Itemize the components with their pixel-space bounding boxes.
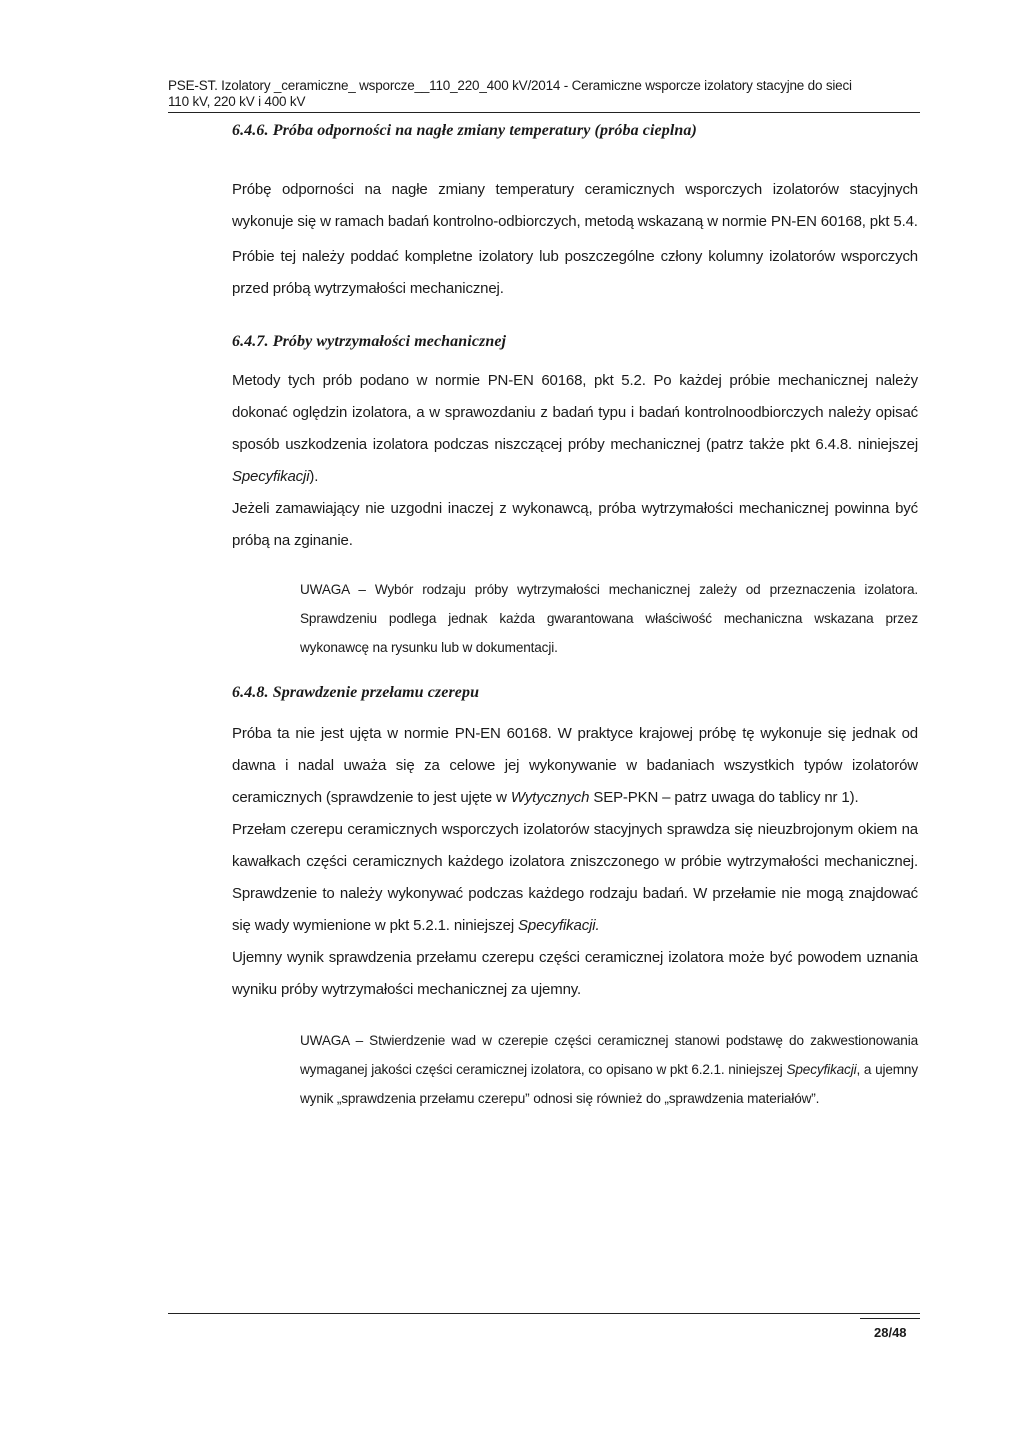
text-run: ).	[309, 468, 319, 485]
italic-reference: Specyfikacji	[786, 1062, 857, 1077]
text-run: SEP-PKN – patrz uwaga do tablicy nr 1).	[589, 789, 859, 806]
note-text	[300, 1026, 918, 1113]
footer-divider-short	[860, 1318, 920, 1319]
section-6-4-8-note	[232, 1026, 918, 1113]
text-run: UWAGA – Stwierdzenie wad w czerepie części ceramicznej stanowi podstawę do zakwestionowania wymaganej jakości części ceramicznej izolatora, co opisano w pkt 6.2.1. niniejszej	[300, 1033, 918, 1077]
footer-divider	[168, 1313, 920, 1314]
italic-reference: Specyfikacji	[232, 468, 310, 485]
page-header	[168, 78, 920, 110]
section-6-4-6-heading: 6.4.6. Próba odporności na nagłe zmiany temperatury (próba cieplna)	[232, 122, 697, 139]
italic-reference: Wytycznych	[510, 789, 590, 806]
section-6-4-7-paragraph-2: Jeżeli zamawiający nie uzgodni inaczej z wykonawcą, próba wytrzymałości mechanicznej powinna być próbą na zginanie.	[232, 500, 918, 549]
text-run: Przełam czerepu ceramicznych wsporczych izolatorów stacyjnych sprawdza się nieuzbrojonym okiem na kawałkach części ceramicznych każdego izolatora zniszczonego w próbie wytrzymałości mechanicznej. Sprawdzenie to należy wykonywać podczas każdego rodzaju badań. W przełamie nie mogą znajdować się wady wymienione w pkt 5.2.1. niniejszej	[232, 821, 918, 934]
section-6-4-6-paragraph-2: Próbie tej należy poddać kompletne izolatory lub poszczególne człony kolumny izolatorów wsporczych przed próbą wytrzymałości mechanicznej.	[232, 248, 918, 297]
section-6-4-8-paragraph-3: Ujemny wynik sprawdzenia przełamu czerepu części ceramicznej izolatora może być powodem uznania wyniku próby wytrzymałości mechanicznej za ujemny.	[232, 949, 918, 998]
section-6-4-8-heading: 6.4.8. Sprawdzenie przełamu czerepu	[232, 684, 480, 701]
section-6-4-7-note	[232, 575, 918, 662]
text-run: Próba ta nie jest ujęta w normie PN-EN 60168. W praktyce krajowej próbę tę wykonuje się jednak od dawna i nadal uważa się za celowe jej wykonywanie w badaniach wszystkich typów izolatorów ceramicznych (sprawdzenie to jest ujęte w	[232, 725, 918, 806]
italic-reference: Specyfikacji.	[518, 917, 600, 934]
text-run: Metody tych prób podano w normie PN-EN 60168, pkt 5.2. Po każdej próbie mechanicznej należy dokonać oględzin izolatora, a w sprawozdaniu z badań typu i badań kontrolnoodbiorczych należy opisać sposób uszkodzenia izolatora podczas niszczącej próby mechanicznej (patrz także pkt 6.4.8. niniejszej	[232, 372, 918, 453]
document-body	[232, 122, 918, 1113]
header-line-2: 110 kV, 220 kV i 400 kV	[168, 94, 306, 109]
page-number: 28/48	[874, 1325, 907, 1340]
text-run: , a ujemny wynik „sprawdzenia przełamu czerepu” odnosi się również do „sprawdzenia materiałów”.	[300, 1062, 918, 1106]
section-6-4-7-paragraph-1	[232, 365, 918, 493]
note-text: UWAGA – Wybór rodzaju próby wytrzymałości mechanicznej zależy od przeznaczenia izolatora. Sprawdzeniu podlega jednak każda gwarantowana właściwość mechaniczna wskazana przez wykonawcę na rysunku lub w dokumentacji.	[300, 582, 918, 655]
section-6-4-6-paragraph-1: Próbę odporności na nagłe zmiany temperatury ceramicznych wsporczych izolatorów stacyjnych wykonuje się w ramach badań kontrolno-odbiorczych, metodą wskazaną w normie PN-EN 60168, pkt 5.4.	[232, 181, 918, 230]
header-divider	[168, 112, 920, 113]
header-line-1: PSE-ST. Izolatory _ceramiczne_ wsporcze__110_220_400 kV/2014 - Ceramiczne wsporcze izolatory stacyjne do sieci	[168, 78, 852, 93]
section-6-4-8-paragraph-2	[232, 814, 918, 942]
section-6-4-8-paragraph-1	[232, 718, 918, 814]
section-6-4-7-heading: 6.4.7. Próby wytrzymałości mechanicznej	[232, 333, 507, 350]
